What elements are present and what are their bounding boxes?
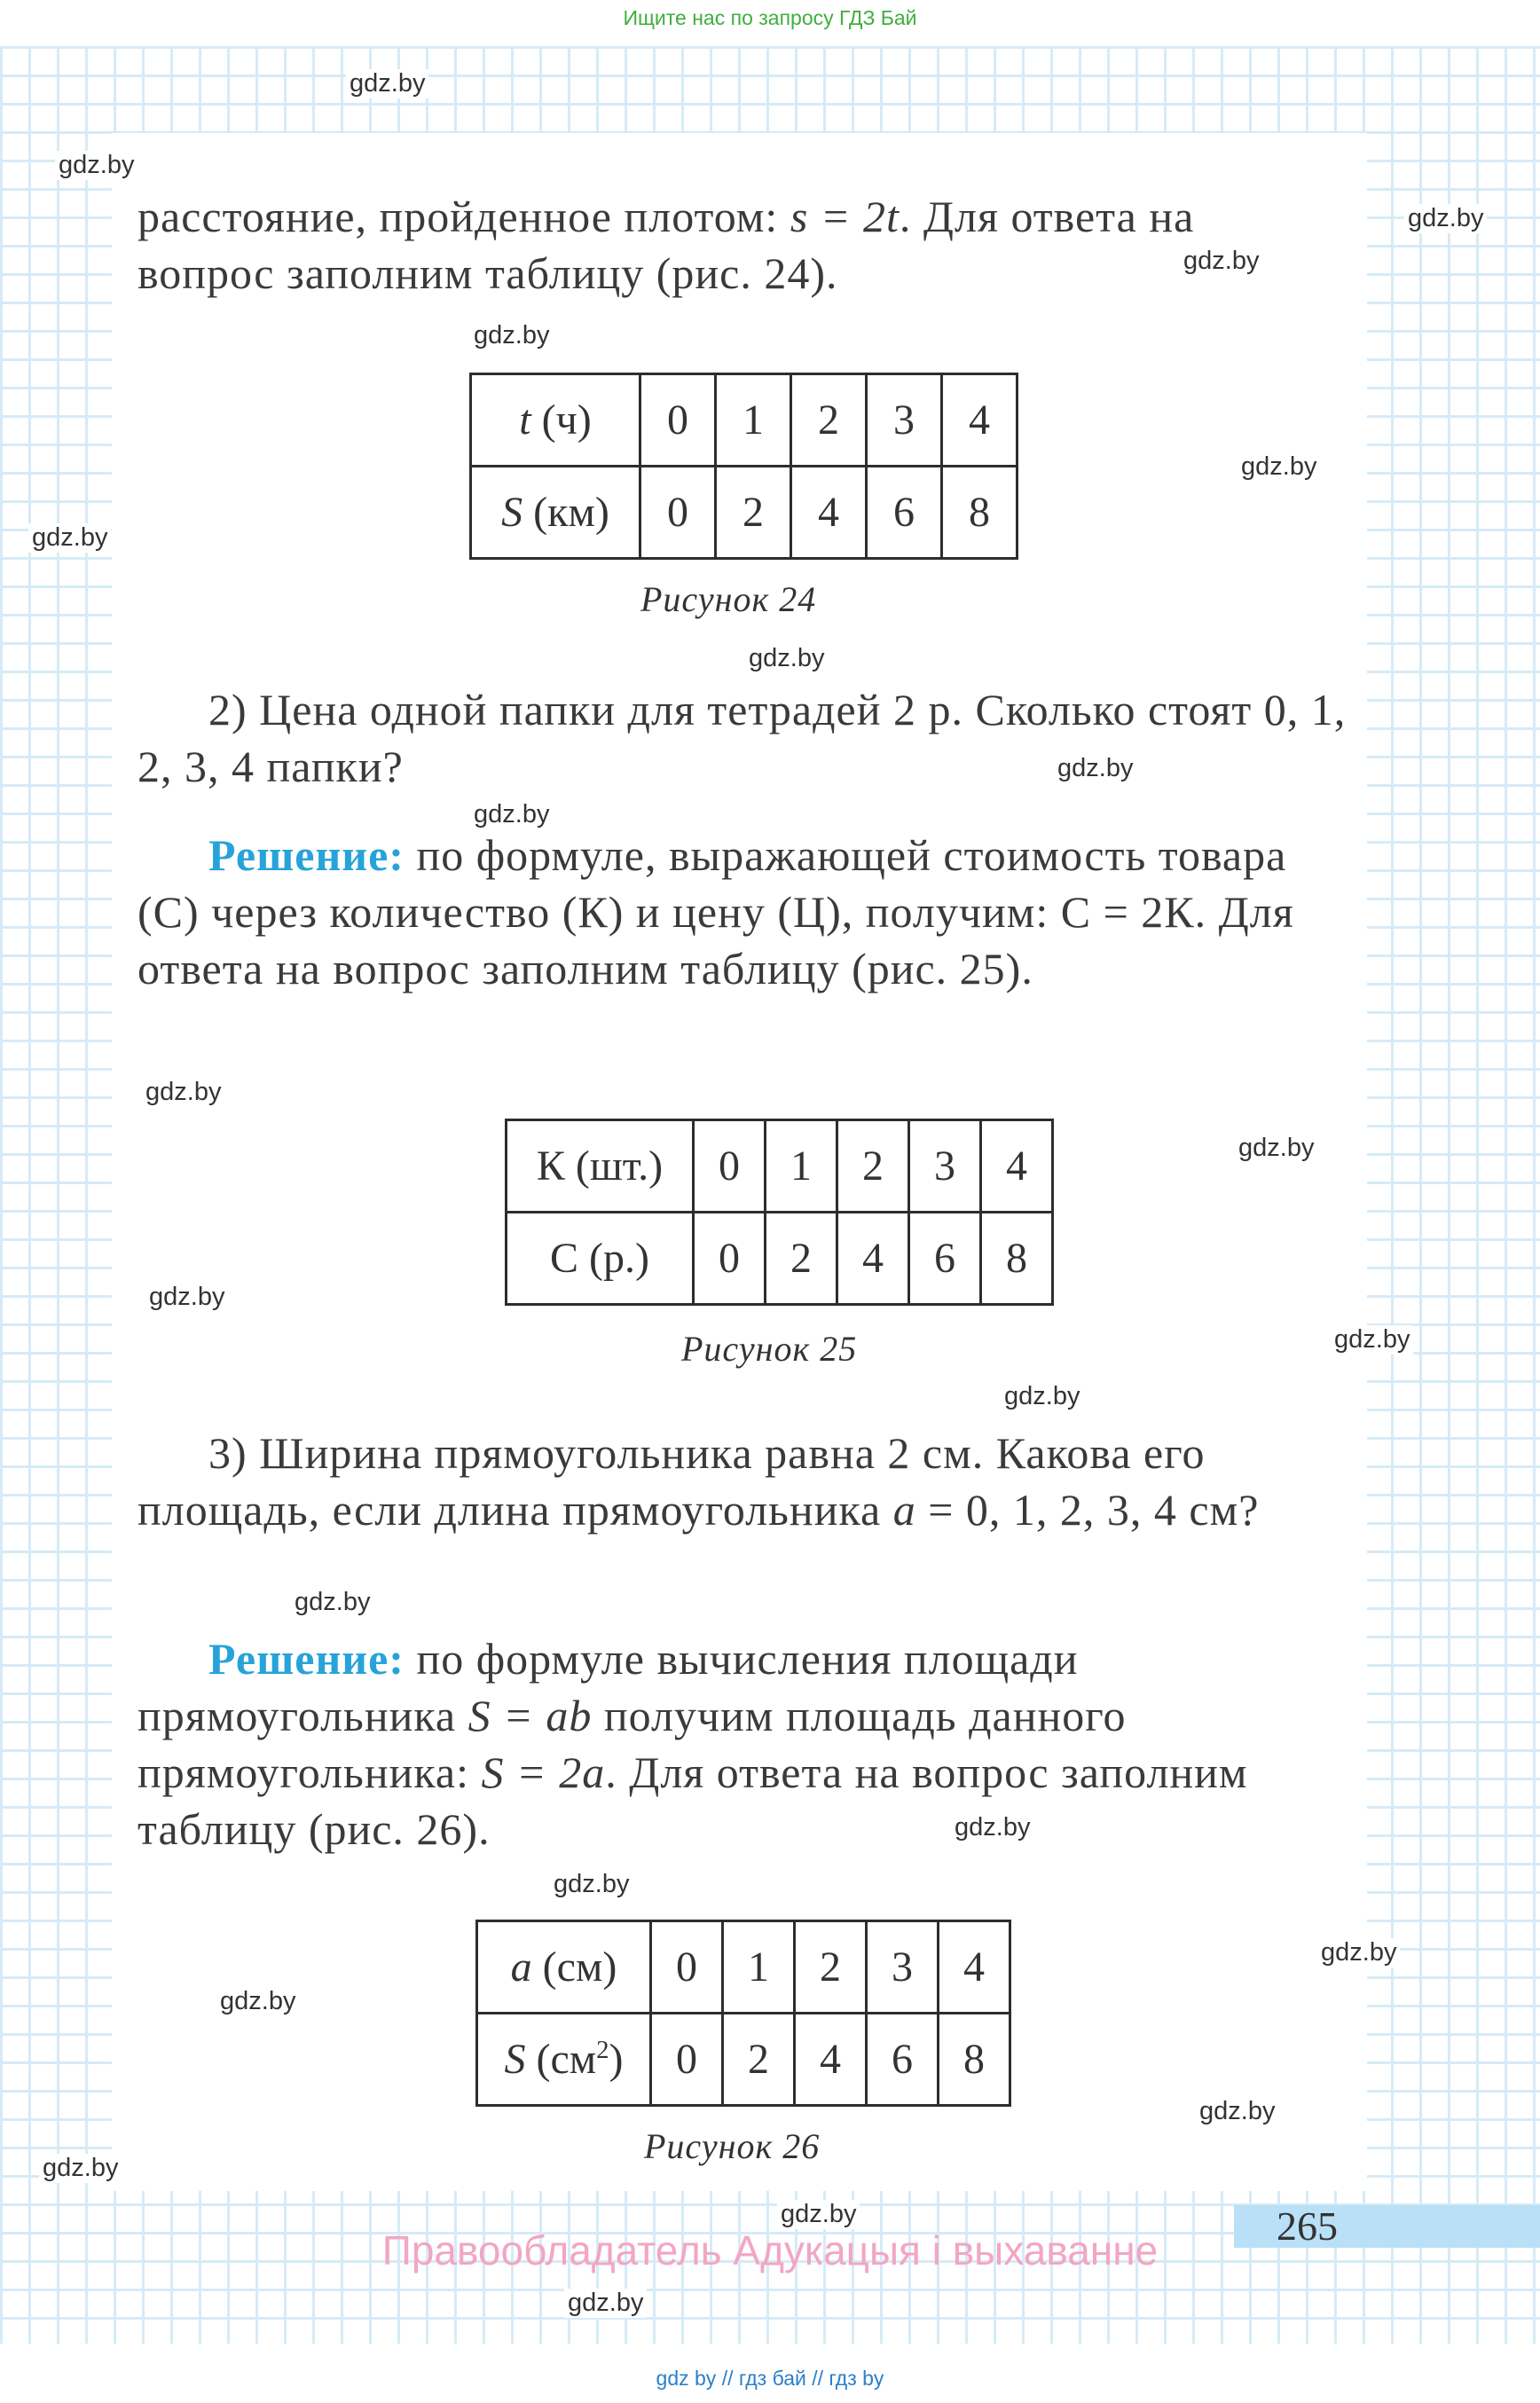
variable: S [501, 489, 523, 536]
cell: 8 [939, 2014, 1010, 2106]
watermark: gdz.by [216, 1987, 299, 2016]
text: получим площадь данного прямоугольника: [138, 1691, 1127, 1797]
watermark: gdz.by [1404, 204, 1487, 233]
cell: 2 [723, 2014, 795, 2106]
cell: 0 [651, 2014, 723, 2106]
cell: 3 [909, 1120, 981, 1213]
watermark: gdz.by [28, 523, 111, 553]
cell: 1 [716, 374, 791, 467]
cell: 0 [651, 1921, 723, 2014]
cell: 4 [942, 374, 1018, 467]
cell: 2 [716, 467, 791, 559]
cell: 4 [981, 1120, 1053, 1213]
text: . Для ответа на [899, 192, 1195, 241]
cell: 4 [837, 1213, 909, 1305]
unit-close: ) [609, 2036, 624, 2083]
cell: 4 [795, 2014, 867, 2106]
watermark: gdz.by [1054, 754, 1136, 783]
watermark: gdz.by [951, 1813, 1033, 1842]
watermark: gdz.by [745, 644, 828, 673]
watermark: gdz.by [1180, 247, 1262, 276]
watermark: gdz.by [1196, 2097, 1278, 2126]
table-figure-24 [469, 373, 1018, 560]
text: = 0, 1, 2, 3, 4 см? [915, 1485, 1260, 1535]
formula: S = 2a [481, 1747, 606, 1797]
unit: (км) [522, 489, 609, 536]
watermark: gdz.by [1331, 1325, 1413, 1355]
table-figure-26 [475, 1920, 1011, 2107]
footer-links: gdz by // гдз бай // гдз by [656, 2367, 884, 2390]
search-hint: Ищите нас по запросу ГДЗ Бай [623, 6, 917, 29]
table-row [507, 1120, 1053, 1213]
cell: 1 [723, 1921, 795, 2014]
solution-keyword: Решение: [208, 1634, 405, 1684]
cell: 0 [640, 374, 716, 467]
cell: 2 [766, 1213, 837, 1305]
row-header [471, 467, 640, 559]
cell: 6 [867, 2014, 939, 2106]
watermark: gdz.by [39, 2154, 122, 2183]
row-header: С (р.) [507, 1213, 694, 1305]
figure-caption: Рисунок 24 [640, 579, 817, 619]
watermark: gdz.by [1235, 1134, 1317, 1163]
cell: 2 [791, 374, 867, 467]
row-header [477, 1921, 651, 2014]
watermark: gdz.by [470, 800, 553, 829]
unit: (см) [531, 1944, 617, 1991]
watermark: gdz.by [291, 1588, 373, 1617]
paragraph-1 [138, 188, 1353, 302]
superscript: 2 [596, 2036, 609, 2064]
watermark: gdz.by [470, 321, 553, 350]
cell: 6 [909, 1213, 981, 1305]
watermark: gdz.by [346, 69, 428, 98]
row-header: К (шт.) [507, 1120, 694, 1213]
formula: s = 2t [790, 192, 900, 241]
table-figure-25 [505, 1119, 1054, 1306]
text: по формуле вычисления площади прямоугольника [138, 1634, 1079, 1740]
cell: 4 [939, 1921, 1010, 2014]
table-row [507, 1213, 1053, 1305]
table-row [471, 467, 1018, 559]
page-number: 265 [1277, 2203, 1338, 2249]
cell: 4 [791, 467, 867, 559]
cell: 2 [837, 1120, 909, 1213]
cell: 0 [694, 1213, 766, 1305]
copyright-notice: Правообладатель Адукацыя і выхаванне [381, 2227, 1159, 2273]
watermark: gdz.by [55, 151, 138, 180]
text: расстояние, пройденное плотом: [138, 192, 790, 241]
cell: 2 [795, 1921, 867, 2014]
paragraph-5 [138, 1630, 1353, 1857]
watermark: gdz.by [564, 2289, 647, 2318]
unit: (см [525, 2036, 597, 2083]
watermark: gdz.by [777, 2200, 860, 2229]
text: . Для ответа на вопрос заполним таблицу (рис. 26). [138, 1747, 1248, 1854]
paragraph-4 [138, 1425, 1353, 1538]
table-row [477, 2014, 1010, 2106]
cell: 0 [694, 1120, 766, 1213]
variable: S [504, 2036, 526, 2083]
figure-caption: Рисунок 26 [644, 2126, 821, 2166]
watermark: gdz.by [142, 1078, 224, 1107]
variable: t [519, 397, 531, 444]
unit: (ч) [530, 397, 592, 444]
variable: a [510, 1944, 532, 1991]
watermark: gdz.by [550, 1870, 632, 1899]
table-row [471, 374, 1018, 467]
cell: 0 [640, 467, 716, 559]
text: 3) Ширина прямоугольника равна 2 см. Какова его площадь, если длина прямоугольника [138, 1428, 1206, 1535]
cell: 1 [766, 1120, 837, 1213]
table-row [477, 1921, 1010, 2014]
text: по формуле, выражающей стоимость товара (С) через количество (К) и цену (Ц), получим: С = 2К. Для ответа на вопрос заполним таблицу (рис. 25). [138, 830, 1294, 993]
row-header [477, 2014, 651, 2106]
watermark: gdz.by [1317, 1938, 1400, 1967]
cell: 6 [867, 467, 942, 559]
row-header [471, 374, 640, 467]
cell: 3 [867, 1921, 939, 2014]
watermark: gdz.by [145, 1283, 228, 1312]
paragraph-3 [138, 827, 1353, 997]
cell: 8 [942, 467, 1018, 559]
text: вопрос заполним таблицу (рис. 24). [138, 248, 838, 298]
cell: 3 [867, 374, 942, 467]
watermark: gdz.by [1001, 1382, 1083, 1411]
watermark: gdz.by [1238, 452, 1320, 482]
formula: S = ab [468, 1691, 593, 1740]
cell: 8 [981, 1213, 1053, 1305]
figure-caption: Рисунок 25 [681, 1329, 858, 1369]
paragraph-2: 2) Цена одной папки для тетрадей 2 р. Сколько стоят 0, 1, 2, 3, 4 папки? [138, 685, 1347, 791]
variable: a [892, 1485, 916, 1535]
solution-keyword: Решение: [208, 830, 405, 880]
